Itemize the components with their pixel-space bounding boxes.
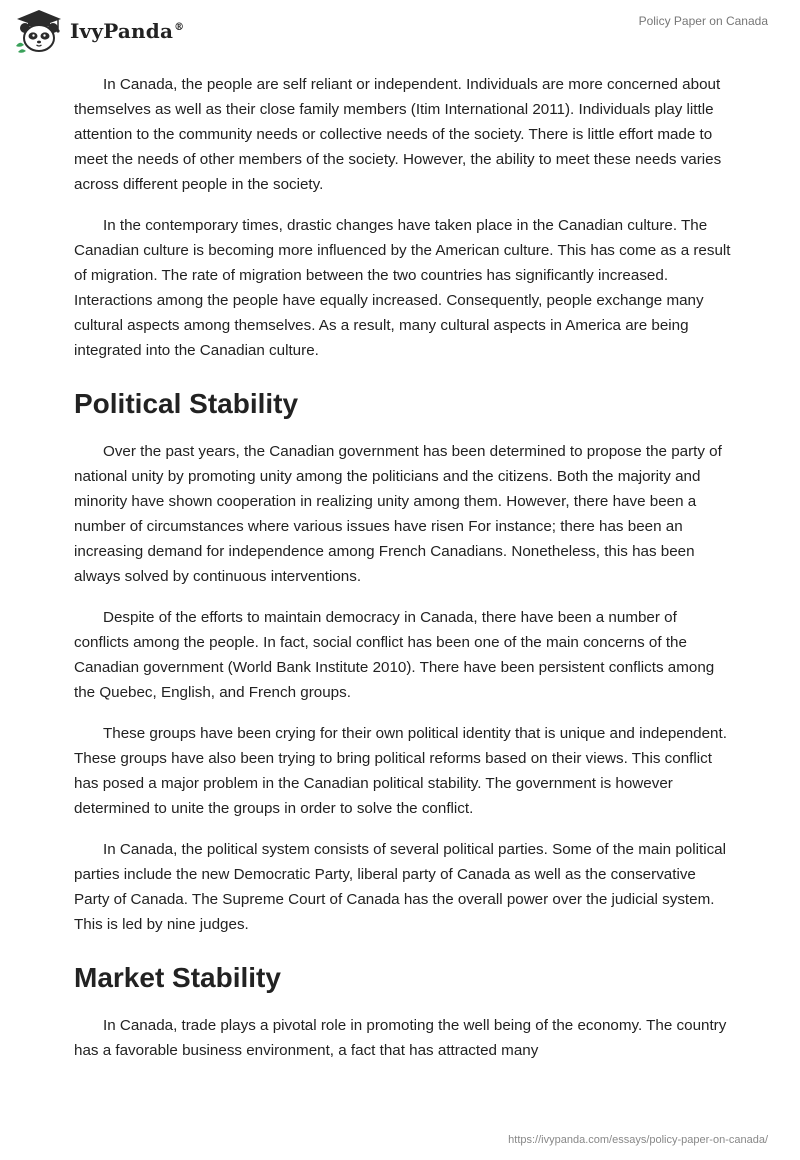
paragraph: These groups have been crying for their own political identity that is unique and independent. These groups have also been trying to bring political reforms based on their views. This conflict has posed a major problem in the Canadian political stability. The government is however determined to unite the groups in order to solve the conflict. [74, 725, 727, 817]
paragraph: Despite of the efforts to maintain democracy in Canada, there have been a number of conflicts among the people. In fact, social conflict has been one of the main concerns of the Canadian government (World Bank Institute 2010). There have been persistent conflicts among the Quebec, English, and French groups. [74, 609, 715, 701]
logo-wordmark [70, 19, 184, 43]
paragraph: Over the past years, the Canadian government has been determined to propose the party of national unity by promoting unity among the politicians and the citizens. Both the majority and minority have shown cooperation in realizing unity among them. However, there have been a number of circumstances where various issues have risen For instance; there has been an increasing demand for independence among French Canadians. Nonetheless, this has been always solved by continuous interventions. [74, 443, 722, 585]
paragraph: In Canada, the people are self reliant or independent. Individuals are more concerned about themselves as well as their close family members (Itim International 2011). Individuals play little attention to the community needs or collective needs of the society. There is little effort made to meet the needs of other members of the society. However, the ability to meet these needs varies across different people in the society. [74, 76, 722, 193]
section-heading-political-stability: Political Stability [74, 388, 299, 419]
essay-body [74, 72, 734, 1079]
ivypanda-logo[interactable] [14, 8, 184, 54]
brand-name: IvyPanda [70, 19, 174, 43]
page-header [0, 0, 800, 70]
panda-graduate-icon [14, 8, 64, 54]
section-heading-market-stability: Market Stability [74, 962, 281, 993]
source-url[interactable]: https://ivypanda.com/essays/policy-paper-on-canada/ [508, 1134, 768, 1146]
paragraph: In the contemporary times, drastic changes have taken place in the Canadian culture. The Canadian culture is becoming more influenced by the American culture. This has come as a result of migration. The rate of migration between the two countries has significantly increased. Interactions among the people have equally increased. Consequently, people exchange many cultural aspects among themselves. As a result, many cultural aspects in America are being integrated into the Canadian culture. [74, 217, 731, 359]
document-title: Policy Paper on Canada [638, 14, 768, 28]
registered-mark: ® [174, 22, 185, 34]
paragraph: In Canada, the political system consists of several political parties. Some of the main political parties include the new Democratic Party, liberal party of Canada as well as the conservative Party of Canada. The Supreme Court of Canada has the overall power over the judicial system. This is led by nine judges. [74, 841, 726, 933]
paragraph: In Canada, trade plays a pivotal role in promoting the well being of the economy. The country has a favorable business environment, a fact that has attracted many [74, 1017, 727, 1059]
